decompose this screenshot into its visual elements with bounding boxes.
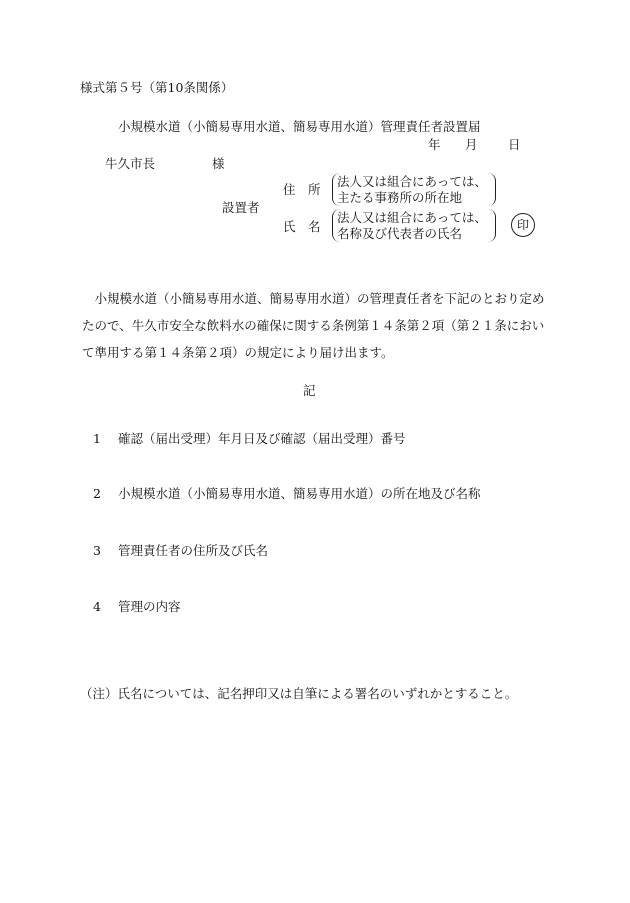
item-number: 3 bbox=[93, 543, 101, 558]
name-note-1: 法人又は組合にあっては、 bbox=[337, 210, 487, 225]
name-label: 氏 名 bbox=[283, 219, 321, 234]
applicant-label: 設置者 bbox=[222, 200, 260, 215]
item-number: 1 bbox=[93, 431, 101, 446]
date-month: 月 bbox=[465, 137, 478, 152]
list-item bbox=[93, 484, 481, 502]
name-note-2: 名称及び代表者の氏名 bbox=[337, 226, 463, 241]
body-paragraph: 小規模水道（小簡易専用水道、簡易専用水道）の管理責任者を下記のとおり定めたので、牛久市安全な飲料水の確保に関する条例第１４条第２項（第２１条において準用する第１４条第２項）の規定により届け出ます。 bbox=[82, 291, 545, 360]
list-item bbox=[93, 597, 181, 615]
address-label: 住 所 bbox=[283, 182, 321, 197]
item-text: 確認（届出受理）年月日及び確認（届出受理）番号 bbox=[118, 431, 406, 446]
page-title: 小規模水道（小簡易専用水道、簡易専用水道）管理責任者設置届 bbox=[118, 119, 481, 134]
form-number: 様式第５号（第10条関係） bbox=[80, 80, 234, 95]
seal-mark: 印 bbox=[511, 213, 535, 237]
item-text: 小規模水道（小簡易専用水道、簡易専用水道）の所在地及び名称 bbox=[118, 486, 481, 501]
addressee-name: 牛久市長 bbox=[105, 156, 156, 171]
addressee-honorific: 様 bbox=[212, 156, 225, 171]
address-note-1: 法人又は組合にあっては、 bbox=[337, 174, 487, 189]
date-day: 日 bbox=[508, 137, 521, 152]
date-year: 年 bbox=[428, 137, 441, 152]
list-item bbox=[93, 429, 406, 447]
ki-heading: 記 bbox=[303, 383, 316, 398]
address-note-2: 主たる事務所の所在地 bbox=[337, 190, 463, 205]
item-text: 管理責任者の住所及び氏名 bbox=[118, 543, 269, 558]
item-number: 2 bbox=[93, 486, 101, 501]
item-text: 管理の内容 bbox=[118, 599, 181, 614]
item-number: 4 bbox=[93, 599, 101, 614]
footnote: （注）氏名については、記名押印又は自筆による署名のいずれかとすること。 bbox=[80, 686, 518, 701]
list-item bbox=[93, 541, 268, 559]
